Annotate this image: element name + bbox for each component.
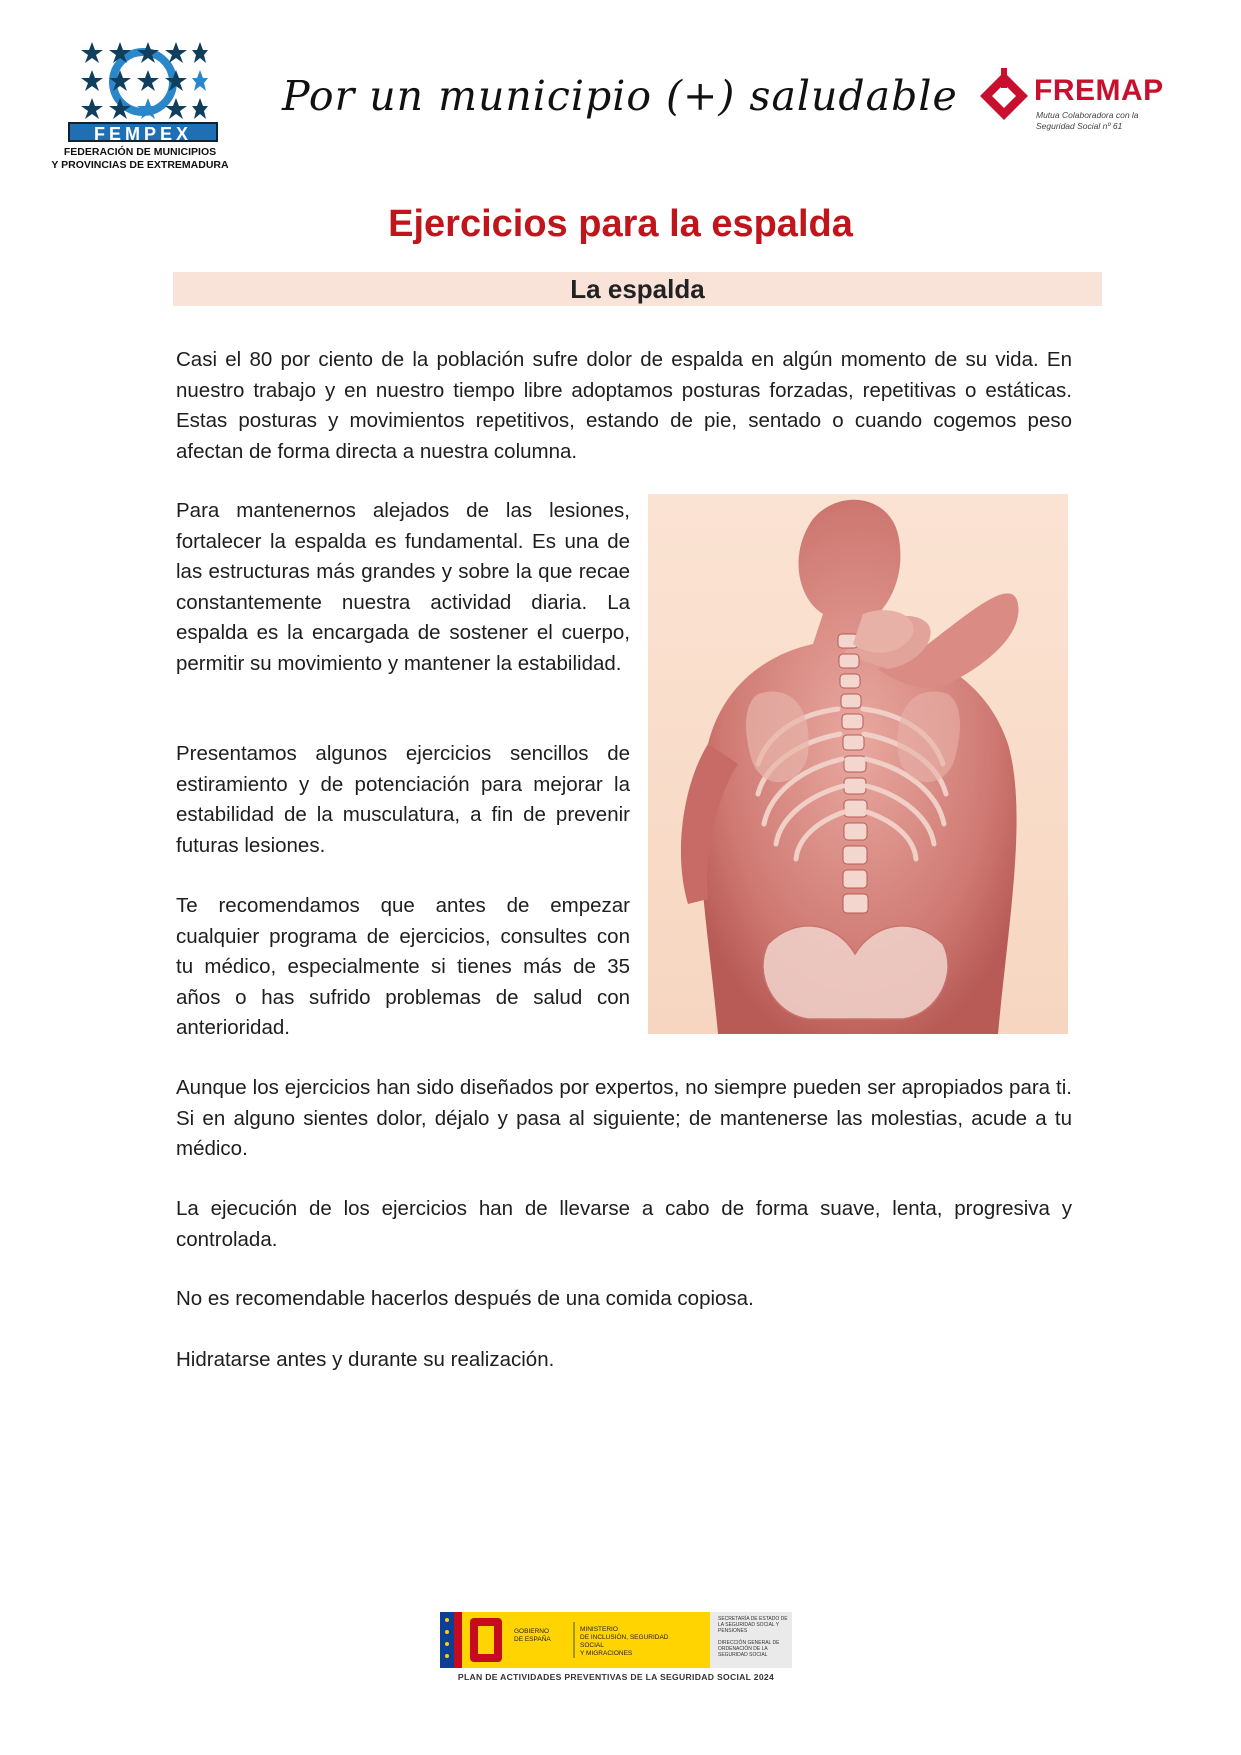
paragraph-strengthen: Para mantenernos alejados de las lesiones, fortalecer la espalda es fundamental. Es una de las estructuras más grandes y sobre la que recae constantemente nuestra actividad diaria. La espalda es la encargada de sostener el cuerpo, permitir su movimiento y mantener la estabilidad. (176, 499, 630, 675)
page-title: Ejercicios para la espalda (388, 203, 853, 245)
paragraph-hydration: Hidratarse antes y durante su realización. (176, 1348, 555, 1371)
fempex-acronym: FEMPEX (68, 122, 218, 142)
slogan: Por un municipio (+) saludable (282, 72, 958, 120)
paragraph-doctor-advice: Te recomendamos que antes de empezar cualquier programa de ejercicios, consultes con tu médico, especialmente si tienes más de 35 años o has sufrido problemas de salud con anterioridad. (176, 894, 630, 1039)
fremap-emblem-icon (976, 68, 1032, 124)
section-heading-band (173, 272, 1102, 306)
paragraph-meal: No es recomendable hacerlos después de una comida copiosa. (176, 1287, 754, 1310)
secretaria-text: SECRETARÍA DE ESTADO DE LA SEGURIDAD SOCIAL Y PENSIONES (718, 1616, 788, 1634)
fremap-name: FREMAP (1034, 74, 1164, 107)
gobierno-de-espana-text: GOBIERNO DE ESPAÑA (514, 1628, 551, 1643)
fempex-logo (40, 38, 240, 178)
plan-caption: PLAN DE ACTIVIDADES PREVENTIVAS DE LA SEGURIDAD SOCIAL 2024 (457, 1672, 775, 1682)
paragraph-pain-warning: Aunque los ejercicios han sido diseñados por expertos, no siempre pueden ser apropiados para ti. Si en alguno sientes dolor, déjalo y pasa al siguiente; de mantenerse las molestias, acude a tu médico. (176, 1076, 1072, 1160)
section-heading: La espalda (570, 274, 705, 304)
fempex-star-ring-icon (78, 38, 208, 126)
paragraph-exercises: Presentamos algunos ejercicios sencillos de estiramiento y de potenciación para mejorar la estabilidad de la musculatura, a fin de prevenir futuras lesiones. (176, 742, 630, 857)
fremap-subtitle: Mutua Colaboradora con la Seguridad Social nº 61 (1036, 110, 1139, 131)
direccion-general-text: DIRECCIÓN GENERAL DE ORDENACIÓN DE LA SEGURIDAD SOCIAL (718, 1640, 780, 1658)
footer-logos (440, 1612, 792, 1702)
paragraph-intro: Casi el 80 por ciento de la población sufre dolor de espalda en algún momento de su vida. En nuestro trabajo y en nuestro tiempo libre adoptamos posturas forzadas, repetitivas o estáticas. Estas posturas y movimientos repetitivos, estando de pie, sentado o cuando cogemos peso afectan de forma directa a nuestra columna. (176, 348, 1072, 463)
fempex-org-name: FEDERACIÓN DE MUNICIPIOS Y PROVINCIAS DE EXTREMADURA (51, 146, 229, 171)
fremap-logo (976, 66, 1186, 146)
ministerio-text: MINISTERIO DE INCLUSIÓN, SEGURIDAD SOCIAL Y MIGRACIONES (580, 1626, 669, 1657)
paragraph-execution: La ejecución de los ejercicios han de llevarse a cabo de forma suave, lenta, progresiva y controlada. (176, 1197, 1072, 1251)
back-anatomy-illustration (648, 494, 1068, 1034)
